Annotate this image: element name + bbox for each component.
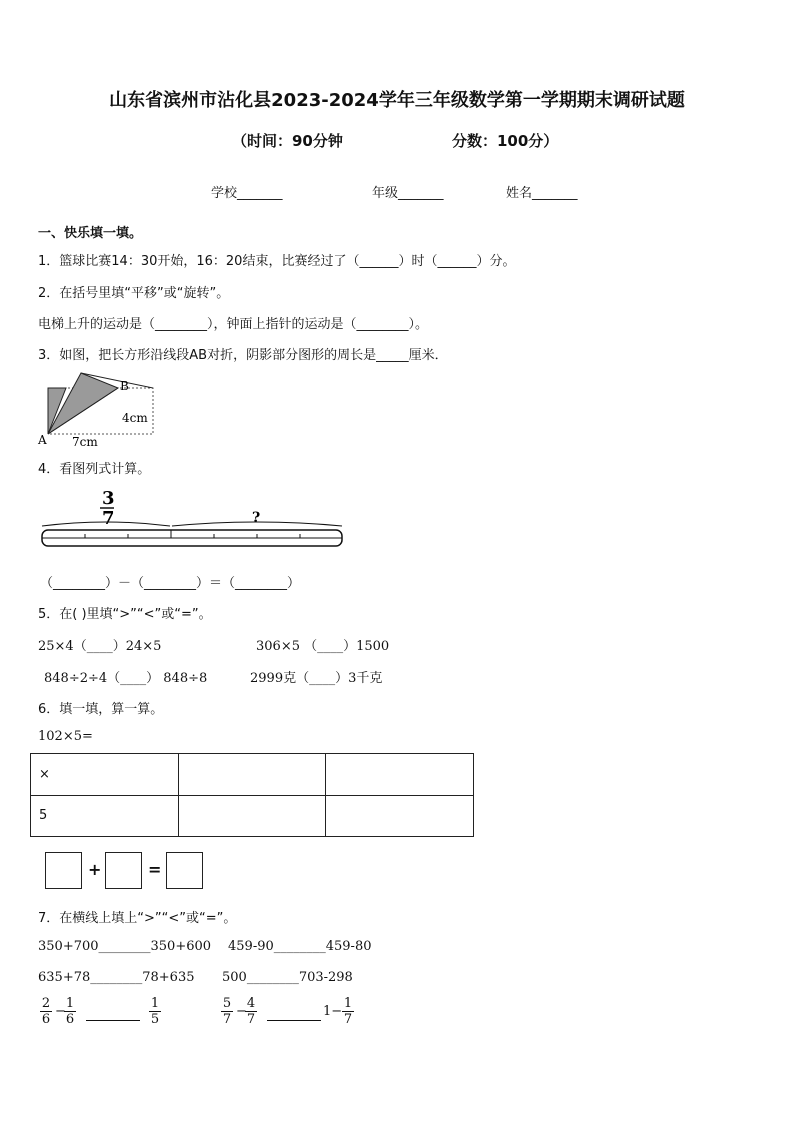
fraction-numerator: 1 [65,996,75,1011]
name-field: 姓名_______ [506,186,578,201]
q5-item: 2999克（____）3千克 [250,671,383,686]
equals-sign: = [148,860,162,879]
question-4-formula: （________）－（________）＝（________） [40,576,301,591]
answer-box [105,852,142,889]
label-width: 7cm [72,435,98,449]
fraction-numerator: 2 [41,996,51,1011]
exam-time: （时间：90分钟 [232,132,343,150]
label-height: 4cm [122,411,148,425]
answer-blank [86,1020,140,1021]
answer-box [45,852,82,889]
fraction-denominator: 6 [41,1012,51,1027]
question-7-title: 7．在横线上填上“>”“<”或“=”。 [38,911,237,926]
plus-sign: + [88,860,102,879]
table-row [31,754,474,796]
q5-item: 848÷2÷4（____） 848÷8 [44,671,208,686]
fraction-denominator: 7 [246,1012,256,1027]
q5-item: 25×4（____）24×5 [38,639,162,654]
fraction-denominator: 7 [102,508,115,529]
question-1: 1．篮球比赛14：30开始，16：20结束，比赛经过了（______）时（______）分。 [38,254,516,269]
table-cell: 5 [31,795,179,837]
question-4: 4．看图列式计算。 [38,462,151,477]
q7-item: 635+78________78+635 [38,970,195,985]
fraction-denominator: 6 [65,1012,75,1027]
minus-sign: − [236,1004,247,1019]
grade-field: 年级_______ [372,186,444,201]
fraction [342,996,354,1027]
fraction-denominator: 7 [343,1012,353,1027]
table-cell [178,795,326,837]
fold-diagram [36,368,156,450]
table-cell [326,795,474,837]
fraction [64,996,76,1027]
question-6-expression: 102×5= [38,729,93,744]
q5-item: 306×5 （____）1500 [256,639,390,654]
question-2-body: 电梯上升的运动是（________），钟面上指针的运动是（________）。 [38,317,429,332]
question-6-title: 6．填一填，算一算。 [38,702,164,717]
exam-score: 分数：100分） [452,132,559,150]
fraction-numerator: 3 [102,488,115,509]
fraction-denominator: 5 [150,1012,160,1027]
table-cell: × [31,754,179,796]
question-3: 3．如图，把长方形沿线段AB对折，阴影部分图形的周长是_____厘米． [38,348,448,363]
label-b: B [120,379,129,393]
q7-item: 500________703-298 [222,970,353,985]
fraction-numerator: 1 [343,996,353,1011]
fraction [221,996,233,1027]
section-heading: 一、快乐填一填。 [38,226,143,241]
fraction [40,996,52,1027]
q7-item: 350+700________350+600 [38,939,212,954]
fraction [149,996,161,1027]
minus-sign: − [55,1004,66,1019]
bar-model-diagram [38,484,348,554]
multiplication-grid [30,753,474,837]
q7-item: 459-90________459-80 [228,939,372,954]
fraction [245,996,257,1027]
fraction-numerator: 4 [246,996,256,1011]
page-title: 山东省滨州市沾化县2023-2024学年三年级数学第一学期期末调研试题 [109,90,685,111]
table-row [31,795,474,837]
table-cell [178,754,326,796]
fraction-numerator: 5 [222,996,232,1011]
one-minus: 1− [323,1004,343,1019]
school-field: 学校_______ [211,186,283,201]
answer-box [166,852,203,889]
question-mark: ? [252,510,261,526]
label-a: A [38,433,47,447]
question-5-title: 5．在( )里填“>”“<”或“=”。 [38,607,212,622]
answer-blank [267,1020,321,1021]
fraction-numerator: 1 [150,996,160,1011]
table-cell [326,754,474,796]
fraction-denominator: 7 [222,1012,232,1027]
question-2-title: 2．在括号里填“平移”或“旋转”。 [38,286,230,301]
